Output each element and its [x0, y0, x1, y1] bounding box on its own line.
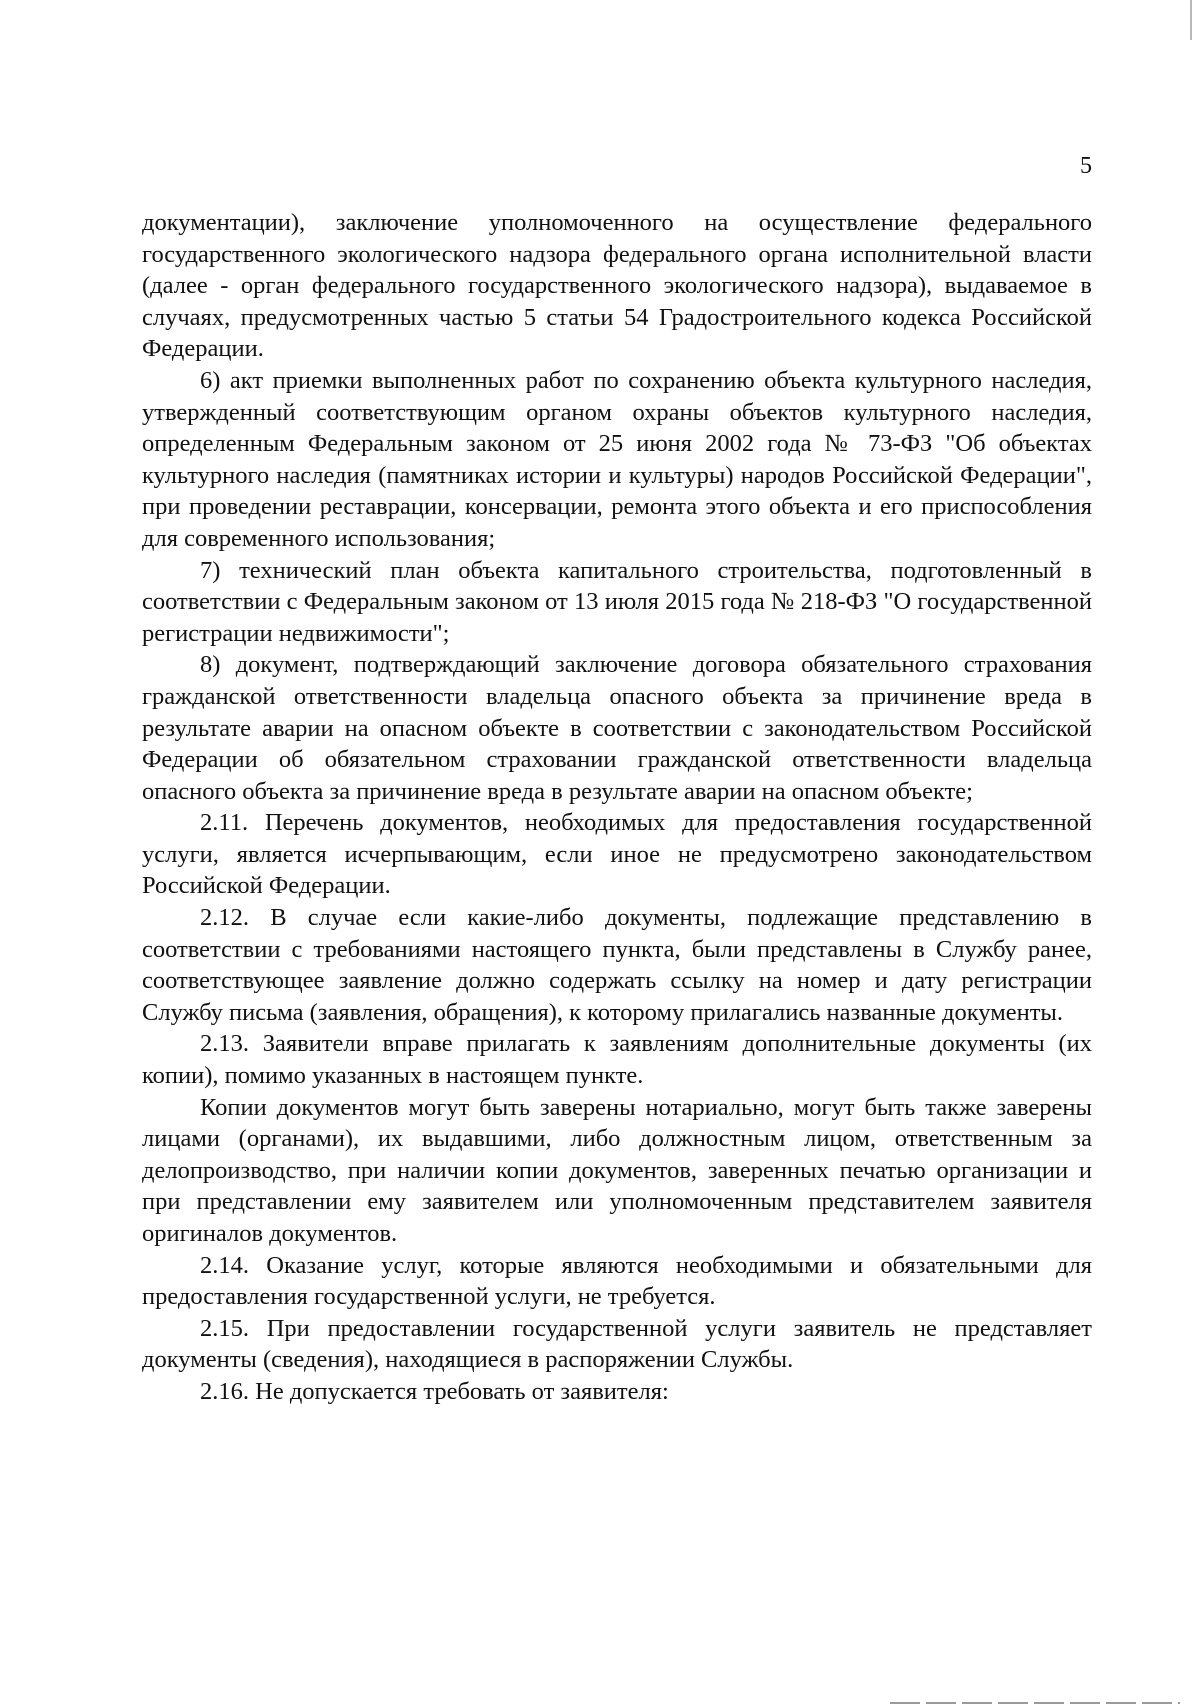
paragraph-item-8: 8) документ, подтверждающий заключение договора обязательного страхования гражданской ответственности владельца опасного объекта за причинение вреда в результате аварии на опасном объекте в соответствии с законодательством Российской Федерации об обязательном страховании гражданской ответственности владельца опасного объекта за причинение вреда в результате аварии на опасном объекте;: [142, 651, 1092, 805]
paragraph-copies: Копии документов могут быть заверены нотариально, могут быть также заверены лицами (органами), их выдавшими, либо должностным лицом, ответственным за делопроизводство, при наличии копии документов, заверенных печатью организации и при представлении ему заявителем или уполномоченным представителем заявителя оригиналов документов.: [142, 1093, 1092, 1247]
paragraph-continuation: документации), заключение уполномоченного на осуществление федерального государственного экологического надзора федерального органа исполнительной власти (далее - орган федерального государственного экологического надзора), выдаваемое в случаях, предусмотренных частью 5 статьи 54 Градостроительного кодекса Российской Федерации.: [142, 209, 1092, 363]
paragraph-2-15: 2.15. При предоставлении государственной услуги заявитель не представляет документы (сведения), находящиеся в распоряжении Службы.: [142, 1314, 1092, 1374]
document-body: [142, 207, 1092, 1408]
scan-edge-mark: [1190, 0, 1192, 40]
paragraph-2-13: 2.13. Заявители вправе прилагать к заявлениям дополнительные документы (их копии), помимо указанных в настоящем пункте.: [142, 1030, 1092, 1090]
paragraph-2-12: 2.12. В случае если какие-либо документы, подлежащие представлению в соответствии с требованиями настоящего пункта, были представлены в Службу ранее, соответствующее заявление должно содержать ссылку на номер и дату регистрации Службу письма (заявления, обращения), к которому прилагались названные документы.: [142, 904, 1092, 1026]
page-number: 5: [1080, 153, 1092, 179]
paragraph-2-16: 2.16. Не допускается требовать от заявителя:: [200, 1377, 669, 1405]
scan-edge-mark: [890, 1702, 1180, 1704]
paragraph-2-14: 2.14. Оказание услуг, которые являются необходимыми и обязательными для предоставления государственной услуги, не требуется.: [142, 1251, 1092, 1311]
paragraph-2-11: 2.11. Перечень документов, необходимых для предоставления государственной услуги, является исчерпывающим, если иное не предусмотрено законодательством Российской Федерации.: [142, 809, 1092, 900]
paragraph-item-7: 7) технический план объекта капитального строительства, подготовленный в соответствии с Федеральным законом от 13 июля 2015 года № 218-ФЗ "О государственной регистрации недвижимости";: [142, 556, 1092, 647]
paragraph-item-6: 6) акт приемки выполненных работ по сохранению объекта культурного наследия, утвержденный соответствующим органом охраны объектов культурного наследия, определенным Федеральным законом от 25 июня 2002 года № 73-ФЗ "Об объектах культурного наследия (памятниках истории и культуры) народов Российской Федерации", при проведении реставрации, консервации, ремонта этого объекта и его приспособления для современного использования;: [142, 366, 1092, 552]
